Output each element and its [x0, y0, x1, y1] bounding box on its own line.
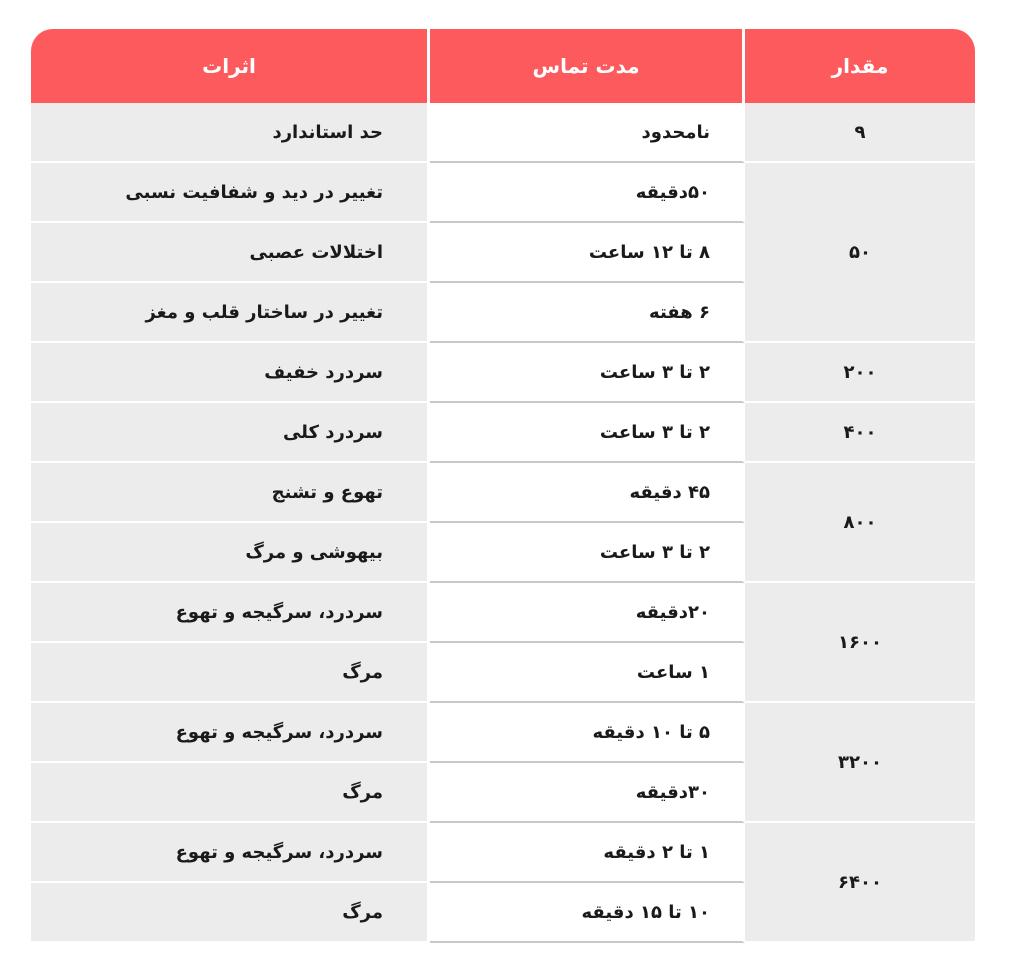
table-row	[31, 583, 975, 643]
duration-cell: ۲ تا ۳ ساعت	[430, 403, 745, 463]
effect-cell: مرگ	[31, 763, 430, 823]
amount-cell: ۸۰۰	[745, 463, 975, 583]
amount-cell: ۴۰۰	[745, 403, 975, 463]
table-row	[31, 403, 975, 463]
header-duration: مدت تماس	[430, 29, 745, 103]
table-row	[31, 823, 975, 883]
duration-cell: ۸ تا ۱۲ ساعت	[430, 223, 745, 283]
table-body	[31, 103, 975, 943]
effect-cell: سردرد، سرگیجه و تهوع	[31, 583, 430, 643]
effect-cell: تغییر در ساختار قلب و مغز	[31, 283, 430, 343]
effect-cell: سردرد خفیف	[31, 343, 430, 403]
amount-cell: ۲۰۰	[745, 343, 975, 403]
effect-cell: تغییر در دید و شفافیت نسبی	[31, 163, 430, 223]
table-row	[31, 103, 975, 163]
amount-cell: ۹	[745, 103, 975, 163]
co-exposure-table	[31, 29, 975, 943]
effect-cell: مرگ	[31, 883, 430, 943]
duration-cell: ۶ هفته	[430, 283, 745, 343]
table-row	[31, 463, 975, 523]
duration-cell: ۴۵ دقیقه	[430, 463, 745, 523]
effect-cell: سردرد، سرگیجه و تهوع	[31, 703, 430, 763]
effect-cell: مرگ	[31, 643, 430, 703]
effect-cell: سردرد کلی	[31, 403, 430, 463]
table-row	[31, 343, 975, 403]
duration-cell: ۳۰دقیقه	[430, 763, 745, 823]
header-amount: مقدار	[745, 29, 975, 103]
duration-cell: ۱۰ تا ۱۵ دقیقه	[430, 883, 745, 943]
duration-cell: ۲ تا ۳ ساعت	[430, 523, 745, 583]
effect-cell: حد استاندارد	[31, 103, 430, 163]
amount-cell: ۳۲۰۰	[745, 703, 975, 823]
duration-cell: ۲۰دقیقه	[430, 583, 745, 643]
duration-cell: ۱ ساعت	[430, 643, 745, 703]
header-effects: اثرات	[31, 29, 430, 103]
effect-cell: اختلالات عصبی	[31, 223, 430, 283]
amount-cell: ۵۰	[745, 163, 975, 343]
amount-cell: ۶۴۰۰	[745, 823, 975, 943]
duration-cell: ۵ تا ۱۰ دقیقه	[430, 703, 745, 763]
duration-cell: ۲ تا ۳ ساعت	[430, 343, 745, 403]
table-row	[31, 163, 975, 223]
header-row	[31, 29, 975, 103]
effect-cell: تهوع و تشنج	[31, 463, 430, 523]
effect-cell: سردرد، سرگیجه و تهوع	[31, 823, 430, 883]
table-row	[31, 703, 975, 763]
amount-cell: ۱۶۰۰	[745, 583, 975, 703]
effect-cell: بیهوشی و مرگ	[31, 523, 430, 583]
duration-cell: ۱ تا ۲ دقیقه	[430, 823, 745, 883]
duration-cell: نامحدود	[430, 103, 745, 163]
duration-cell: ۵۰دقیقه	[430, 163, 745, 223]
